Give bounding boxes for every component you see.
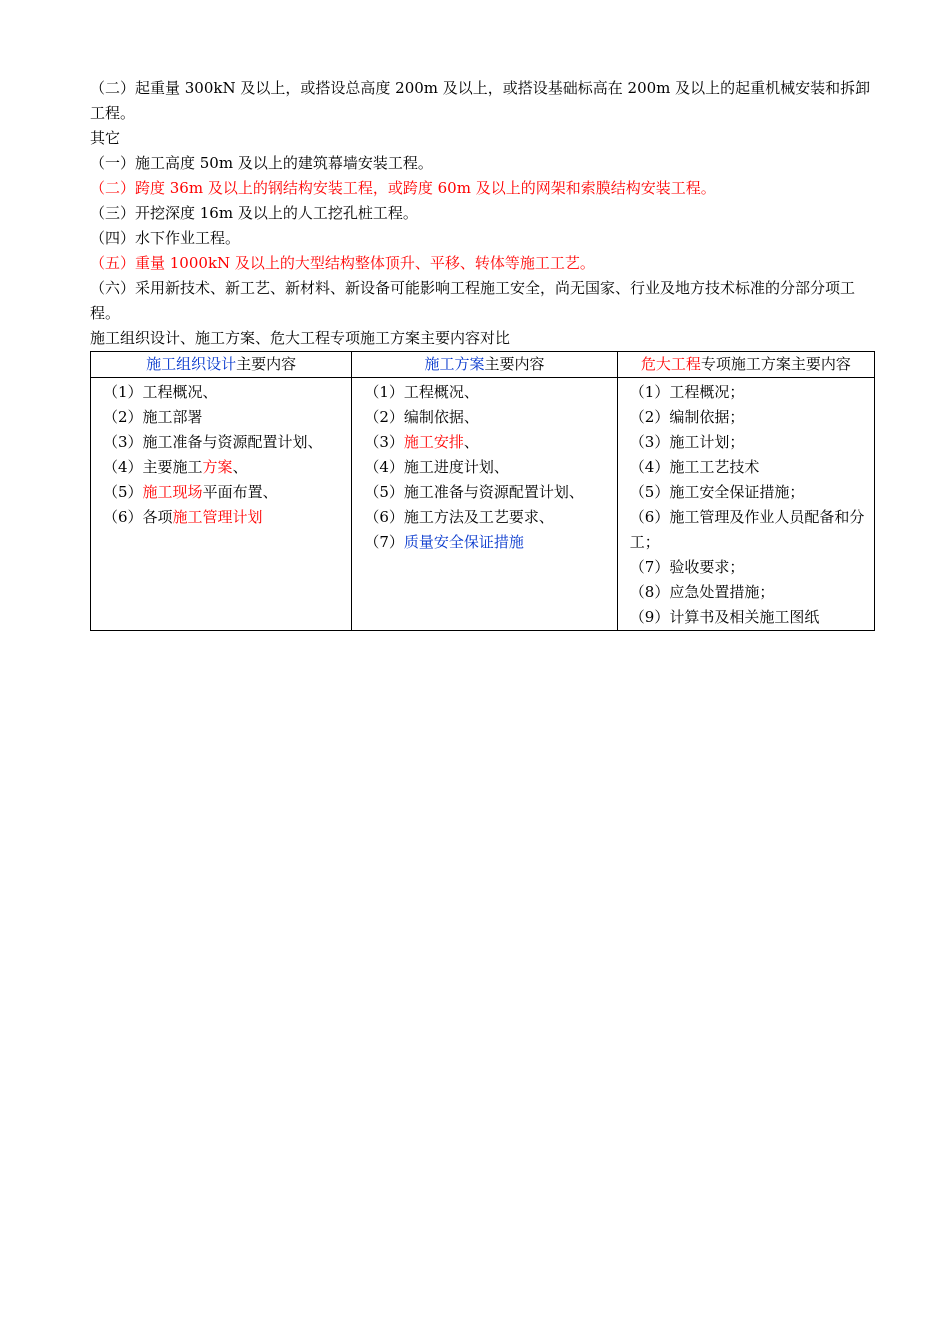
section-heading-other: 其它 xyxy=(90,129,121,147)
list-item: （3）施工准备与资源配置计划、 xyxy=(103,433,323,451)
list-item: （6）施工管理及作业人员配备和分工； xyxy=(629,508,865,551)
list-item: （4）施工工艺技术 xyxy=(629,458,760,476)
header-highlight: 施工组织设计 xyxy=(146,355,237,373)
list-item: （1）工程概况、 xyxy=(103,383,218,401)
header-org-design xyxy=(91,352,352,378)
paragraph-steel-structure: （二）跨度 36m 及以上的钢结构安装工程，或跨度 60m 及以上的网架和索膜结构安装工程。 xyxy=(90,179,716,197)
cell-dangerous-project xyxy=(617,378,874,631)
list-item: （1）工程概况； xyxy=(629,383,745,401)
list-item: （5）施工准备与资源配置计划、 xyxy=(364,483,584,501)
list-item: （4）主要施工方案、 xyxy=(103,458,248,476)
list-item: （1）工程概况、 xyxy=(364,383,479,401)
list-item: （6）施工方法及工艺要求、 xyxy=(364,508,554,526)
header-dangerous-project xyxy=(617,352,874,378)
list-item: （6）各项施工管理计划 xyxy=(103,508,263,526)
list-item: （4）施工进度计划、 xyxy=(364,458,509,476)
document-page xyxy=(90,76,880,631)
table-title: 施工组织设计、施工方案、危大工程专项施工方案主要内容对比 xyxy=(90,329,511,347)
list-item: （7）质量安全保证措施 xyxy=(364,533,524,551)
paragraph-pile: （三）开挖深度 16m 及以上的人工挖孔桩工程。 xyxy=(90,204,418,222)
table-body-row xyxy=(91,378,875,631)
paragraph-curtain-wall: （一）施工高度 50m 及以上的建筑幕墙安装工程。 xyxy=(90,154,433,172)
cell-org-design xyxy=(91,378,352,631)
header-text: 专项施工方案主要内容 xyxy=(700,355,851,373)
list-item: （3）施工计划； xyxy=(629,433,745,451)
paragraph-new-tech: （六）采用新技术、新工艺、新材料、新设备可能影响工程施工安全，尚无国家、行业及地方技术标准的分部分项工程。 xyxy=(90,279,856,322)
list-item: （9）计算书及相关施工图纸 xyxy=(629,608,820,626)
list-item: （7）验收要求； xyxy=(629,558,745,576)
table-header-row xyxy=(91,352,875,378)
list-item: （3）施工安排、 xyxy=(364,433,479,451)
cell-construction-plan xyxy=(352,378,617,631)
list-item: （5）施工现场平面布置、 xyxy=(103,483,278,501)
paragraph-crane: （二）起重量 300kN 及以上，或搭设总高度 200m 及以上，或搭设基础标高在 200m 及以上的起重机械安装和拆卸工程。 xyxy=(90,79,871,122)
paragraph-underwater: （四）水下作业工程。 xyxy=(90,229,241,247)
list-item: （2）编制依据； xyxy=(629,408,745,426)
header-highlight: 危大工程 xyxy=(640,355,701,373)
header-text: 主要内容 xyxy=(236,355,297,373)
header-text: 主要内容 xyxy=(484,355,545,373)
paragraph-lifting: （五）重量 1000kN 及以上的大型结构整体顶升、平移、转体等施工工艺。 xyxy=(90,254,595,272)
list-item: （5）施工安全保证措施； xyxy=(629,483,805,501)
list-item: （2）编制依据、 xyxy=(364,408,479,426)
header-construction-plan xyxy=(352,352,617,378)
comparison-table xyxy=(90,351,875,631)
header-highlight: 施工方案 xyxy=(424,355,485,373)
list-item: （2）施工部署 xyxy=(103,408,203,426)
list-item: （8）应急处置措施； xyxy=(629,583,775,601)
